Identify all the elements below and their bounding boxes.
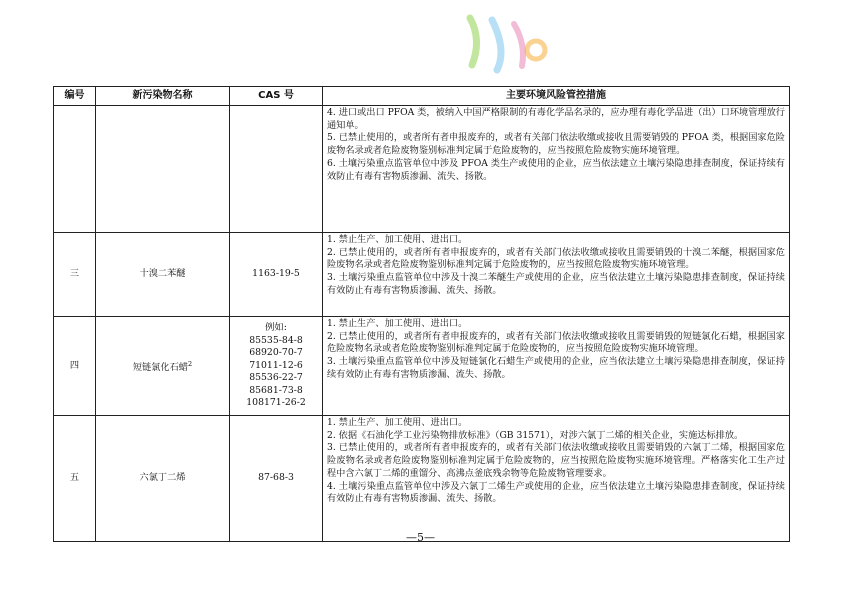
header-cas-number: CAS 号 <box>230 87 323 106</box>
row-measures <box>323 106 790 233</box>
cas-value: 85535-84-8 <box>249 334 303 346</box>
row-cas-number <box>230 106 323 233</box>
row-number <box>54 106 96 233</box>
pollutant-table <box>53 86 790 542</box>
measure-item: 1. 禁止生产、加工使用、进出口。 <box>327 234 468 245</box>
row-measures <box>323 416 790 542</box>
measure-item: 4. 土壤污染重点监管单位中涉及六氯丁二烯生产或使用的企业，应当依法建立土壤污染隐患排查制度，保证持续有效防止有毒有害物质渗漏、流失、扬散。 <box>327 480 785 505</box>
measure-item: 1. 禁止生产、加工使用、进出口。 <box>327 417 468 428</box>
measure-item: 2. 已禁止使用的，或者所有者申报废弃的，或者有关部门依法收缴或接收且需要销毁的短链氯化石蜡，根据国家危险废物名录或者危险废物鉴别标准判定属于危险废物的，应当按照危险废物实施环境管理。 <box>327 330 785 355</box>
row-measures <box>323 317 790 416</box>
pollutant-name-text: 短链氯化石蜡 <box>132 361 188 373</box>
header-number: 编号 <box>54 87 96 106</box>
cas-value: 例如: <box>265 321 287 333</box>
measure-item: 4. 进口或出口 PFOA 类，被纳入中国严格限制的有毒化学品名录的，应办理有毒化学品进（出）口环境管理放行通知单。 <box>327 107 785 131</box>
header-control-measures: 主要环境风险管控措施 <box>323 87 790 106</box>
measure-item: 1. 禁止生产、加工使用、进出口。 <box>327 318 468 329</box>
measure-item: 5. 已禁止使用的，或者所有者申报废弃的，或者有关部门依法收缴或接收且需要销毁的 PFOA 类，根据国家危险废物名录或者危险废物鉴别标准判定属于危险废物的，应当按照危险废物实施环境管理。 <box>327 132 785 157</box>
row-number: 五 <box>54 416 96 542</box>
measure-item: 6. 土壤污染重点监管单位中涉及 PFOA 类生产或使用的企业，应当依法建立土壤污染隐患排查制度，保证持续有效防止有毒有害物质渗漏、流失、扬散。 <box>327 157 785 182</box>
table-row <box>54 317 790 416</box>
measure-item: 2. 依据《石油化学工业污染物排放标准》（GB 31571），对涉六氯丁二烯的相关企业，实施达标排放。 <box>327 429 744 441</box>
measure-item: 3. 已禁止使用的，或者所有者申报废弃的，或者有关部门依法收缴或接收且需要销毁的六氯丁二烯，根据国家危险废物名录或者危险废物鉴别标准判定属于危险废物的，应当按照危险废物实施环境管理。严格落实化工生产过程中含六氯丁二烯的重馏分、高沸点釜底残余物等危险废物管理要求。 <box>327 442 785 479</box>
header-pollutant-name: 新污染物名称 <box>96 87 230 106</box>
row-cas-number <box>230 317 323 416</box>
cas-value: 87-68-3 <box>258 472 294 484</box>
footnote-marker: 2 <box>187 359 193 368</box>
cas-value: 1163-19-5 <box>252 268 300 280</box>
row-pollutant-name <box>96 317 230 416</box>
row-pollutant-name <box>96 106 230 233</box>
cas-value: 68920-70-7 <box>249 347 303 359</box>
cas-value: 71011-12-6 <box>249 359 303 371</box>
measure-item: 3. 土壤污染重点监管单位中涉及十溴二苯醚生产或使用的企业，应当依法建立土壤污染隐患排查制度，保证持续有效防止有毒有害物质渗漏、流失、扬散。 <box>327 272 785 296</box>
measure-item: 2. 已禁止使用的，或者所有者申报废弃的，或者有关部门依法收缴或接收且需要销毁的十溴二苯醚，根据国家危险废物名录或者危险废物鉴别标准判定属于危险废物的，应当按照危险废物实施环境管理。 <box>327 246 785 271</box>
table-row <box>54 416 790 542</box>
row-number: 三 <box>54 233 96 317</box>
row-cas-number <box>230 416 323 542</box>
table-row <box>54 233 790 317</box>
row-pollutant-name: 十溴二苯醚 <box>96 233 230 317</box>
table-row <box>54 106 790 233</box>
measure-item: 3. 土壤污染重点监管单位中涉及短链氯化石蜡生产或使用的企业，应当依法建立土壤污染隐患排查制度，保证持续有效防止有毒有害物质渗漏、流失、扬散。 <box>327 356 785 380</box>
cas-value: 108171-26-2 <box>246 397 306 409</box>
row-cas-number <box>230 233 323 317</box>
row-pollutant-name: 六氯丁二烯 <box>96 416 230 542</box>
row-number: 四 <box>54 317 96 416</box>
row-measures <box>323 233 790 317</box>
page-number: —5— <box>406 531 435 544</box>
cas-value: 85681-73-8 <box>249 384 303 396</box>
table-header-row <box>54 87 790 106</box>
cas-value: 85536-22-7 <box>249 372 303 384</box>
